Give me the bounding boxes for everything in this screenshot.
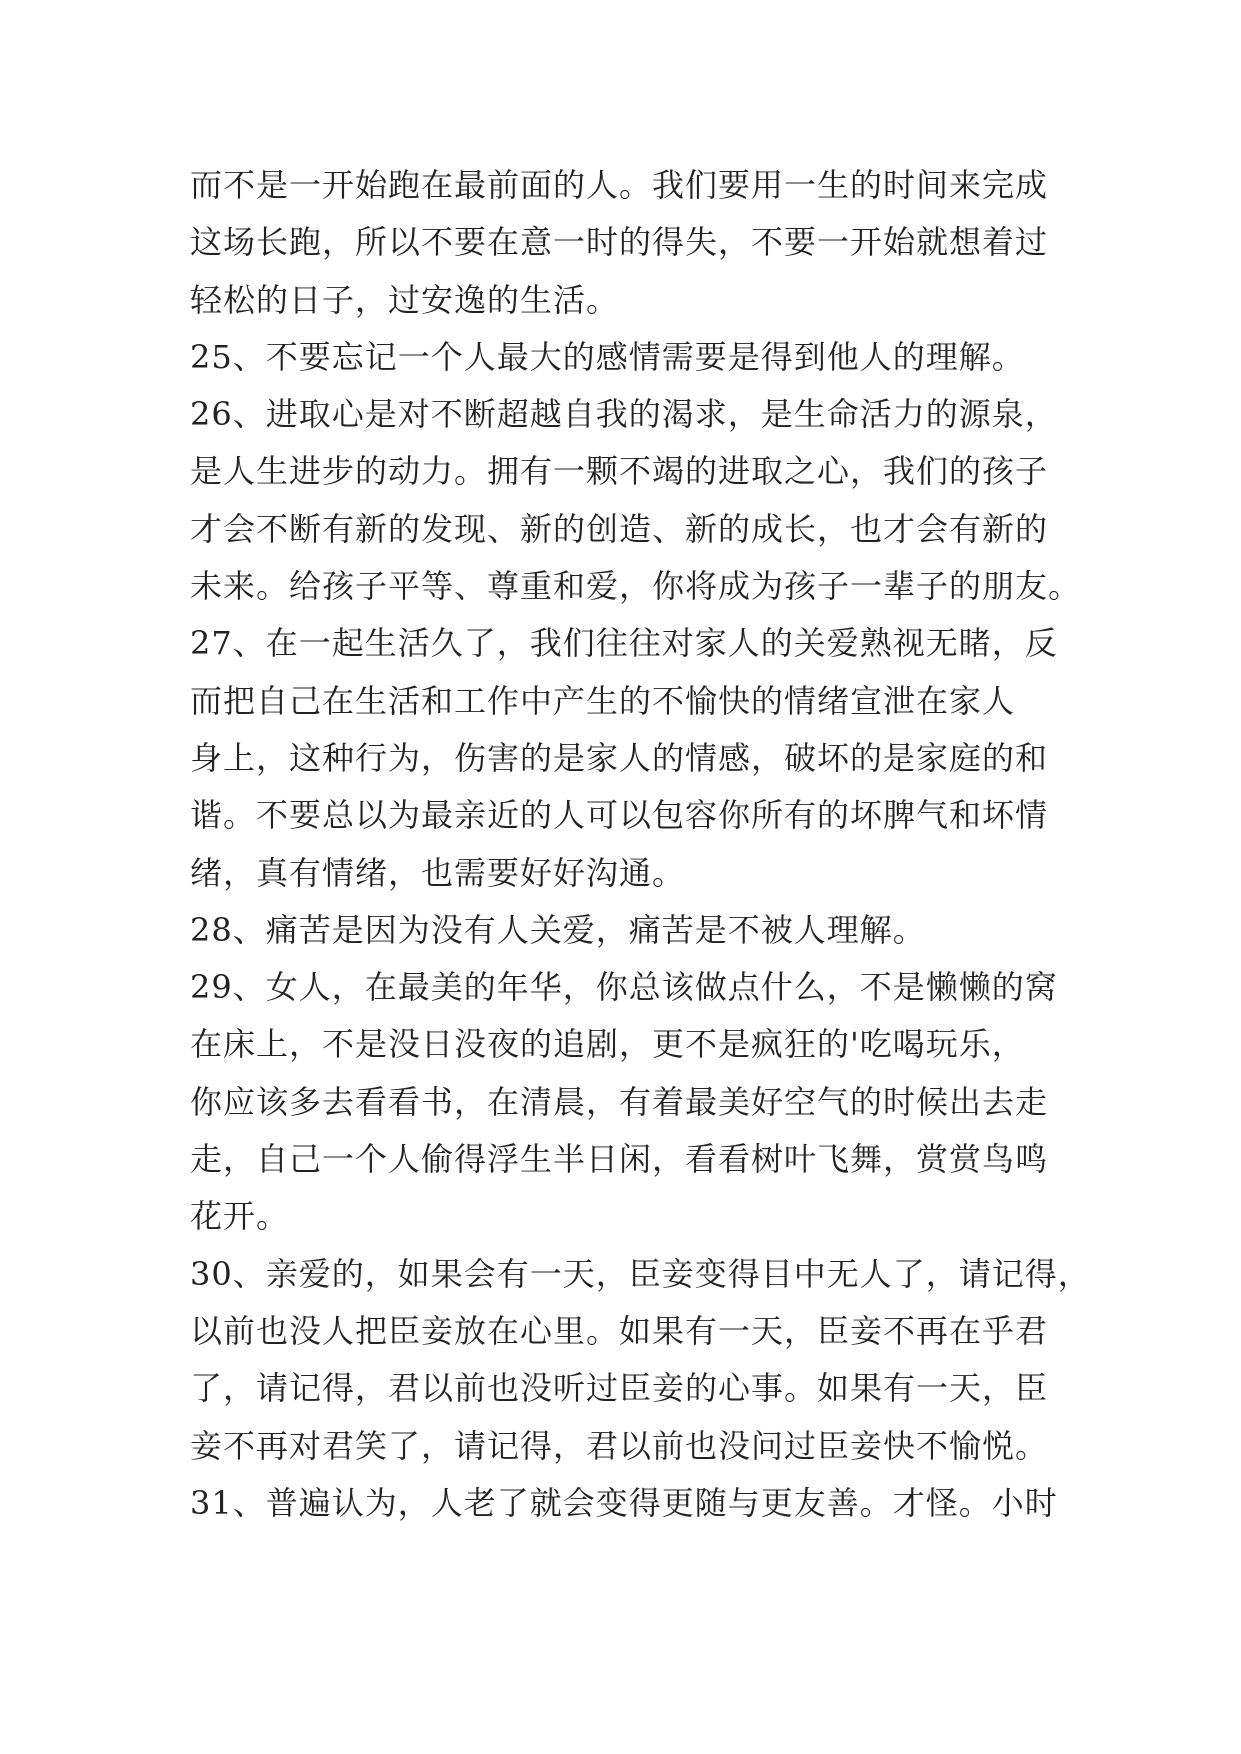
text-line: 27、在一起生活久了，我们往往对家人的关爱熟视无睹，反	[190, 624, 1058, 663]
text-line: 未来。给孩子平等、尊重和爱，你将成为孩子一辈子的朋友。	[190, 567, 1082, 606]
text-line: 才会不断有新的发现、新的创造、新的成长，也才会有新的	[190, 509, 1049, 548]
text-line: 26、进取心是对不断超越自我的渴求，是生命活力的源泉，	[190, 395, 1058, 434]
text-line: 轻松的日子，过安逸的生活。	[190, 280, 620, 319]
text-line: 30、亲爱的，如果会有一天，臣妾变得目中无人了，请记得，	[190, 1254, 1091, 1293]
text-line: 谐。不要总以为最亲近的人可以包容你所有的坏脾气和坏情	[190, 796, 1049, 835]
text-line: 29、女人，在最美的年华，你总该做点什么，不是懒懒的窝	[190, 968, 1058, 1007]
text-line: 了，请记得，君以前也没听过臣妾的心事。如果有一天，臣	[190, 1369, 1049, 1408]
text-line: 25、不要忘记一个人最大的感情需要是得到他人的理解。	[190, 337, 1025, 376]
text-line: 是人生进步的动力。拥有一颗不竭的进取之心，我们的孩子	[190, 452, 1049, 491]
text-line: 而把自己在生活和工作中产生的不愉快的情绪宣泄在家人	[190, 681, 1016, 720]
text-line: 在床上，不是没日没夜的追剧，更不是疯狂的'吃喝玩乐，	[190, 1025, 1025, 1064]
text-line: 身上，这种行为，伤害的是家人的情感，破坏的是家庭的和	[190, 738, 1049, 777]
text-line: 而不是一开始跑在最前面的人。我们要用一生的时间来完成	[190, 166, 1049, 204]
body-text	[190, 157, 1091, 1532]
text-line: 以前也没人把臣妾放在心里。如果有一天，臣妾不再在乎君	[190, 1311, 1049, 1350]
text-line: 28、痛苦是因为没有人关爱，痛苦是不被人理解。	[190, 910, 926, 949]
text-line: 你应该多去看看书，在清晨，有着最美好空气的时候出去走	[190, 1082, 1049, 1121]
text-line: 花开。	[190, 1197, 290, 1236]
text-line: 妾不再对君笑了，请记得，君以前也没问过臣妾快不愉悦。	[190, 1426, 1049, 1465]
text-line: 绪，真有情绪，也需要好好沟通。	[190, 853, 686, 892]
text-line: 走，自己一个人偷得浮生半日闲，看看树叶飞舞，赏赏鸟鸣	[190, 1140, 1049, 1179]
text-line: 这场长跑，所以不要在意一时的得失，不要一开始就想着过	[190, 223, 1049, 262]
text-line: 31、普遍认为，人老了就会变得更随与更友善。才怪。小时	[190, 1483, 1058, 1522]
